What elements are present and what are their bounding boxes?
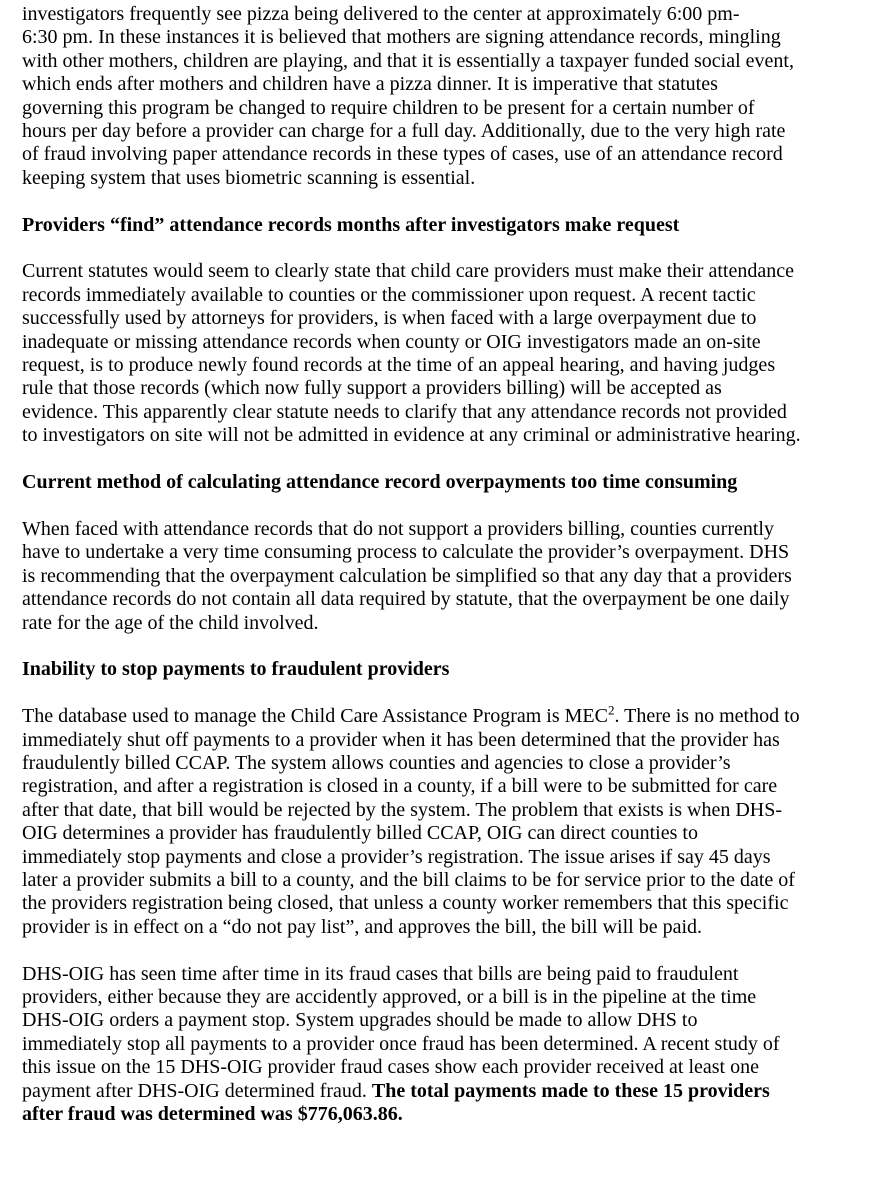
text-line: investigators frequently see pizza being delivered to the center at approximately 6:00 pm- <box>22 3 740 25</box>
text-line: request, is to produce newly found records at the time of an appeal hearing, and having judges <box>22 354 776 377</box>
section-heading <box>22 471 872 494</box>
text-line: after that date, that bill would be rejected by the system. The problem that exists is when DHS- <box>22 798 782 821</box>
text-line: successfully used by attorneys for providers, is when faced with a large overpayment due to <box>22 307 757 330</box>
text-segment: . There is no method to <box>614 705 800 728</box>
text-line: to investigators on site will not be admitted in evidence at any criminal or administrative hearing. <box>22 424 801 447</box>
section-heading <box>22 658 872 681</box>
text-line: provider is in effect on a “do not pay list”, and approves the bill, the bill will be paid. <box>22 915 703 938</box>
text-line: rate for the age of the child involved. <box>22 611 319 634</box>
text-line: Current method of calculating attendance record overpayments too time consuming <box>22 471 738 494</box>
text-line: have to undertake a very time consuming process to calculate the provider’s overpayment. DHS <box>22 541 790 564</box>
paragraph <box>22 3 872 190</box>
text-line <box>22 702 872 728</box>
text-line: with other mothers, children are playing, and that it is essentially a taxpayer funded social event, <box>22 49 794 72</box>
text-line: inadequate or missing attendance records when county or OIG investigators made an on-site <box>22 330 761 353</box>
section-heading <box>22 214 872 237</box>
text-line: Current statutes would seem to clearly state that child care providers must make their attendance <box>22 260 794 283</box>
text-line: attendance records do not contain all data required by statute, that the overpayment be one daily <box>22 588 790 611</box>
text-line: When faced with attendance records that do not support a providers billing, counties currently <box>22 517 774 540</box>
document-page <box>22 3 872 1150</box>
text-line: providers, either because they are accidently approved, or a bill is in the pipeline at the time <box>22 985 757 1008</box>
text-line: which ends after mothers and children have a pizza dinner. It is imperative that statutes <box>22 73 718 96</box>
text-line: hours per day before a provider can charge for a full day. Additionally, due to the very high rate <box>22 120 786 143</box>
text-line: rule that those records (which now fully support a providers billing) will be accepted as <box>22 377 722 400</box>
text-line: DHS-OIG has seen time after time in its fraud cases that bills are being paid to fraudulent <box>22 962 739 985</box>
paragraph <box>22 518 872 635</box>
text-line: immediately shut off payments to a provider when it has been determined that the provider has <box>22 728 780 751</box>
bold-text: The total payments made to these 15 providers <box>371 1079 770 1102</box>
text-line <box>22 1103 872 1126</box>
superscript: 2 <box>607 702 615 718</box>
text-line: is recommending that the overpayment calculation be simplified so that any day that a providers <box>22 564 792 587</box>
text-line: immediately stop payments and close a provider’s registration. The issue arises if say 45 days <box>22 845 771 868</box>
text-line: Providers “find” attendance records months after investigators make request <box>22 213 680 236</box>
text-line: 6:30 pm. In these instances it is believed that mothers are signing attendance records, mingling <box>22 26 781 49</box>
text-line: later a provider submits a bill to a county, and the bill claims to be for service prior to the date of <box>22 868 795 891</box>
text-segment: The database used to manage the Child Care Assistance Program is MEC <box>22 705 608 728</box>
text-line: of fraud involving paper attendance records in these types of cases, use of an attendance record <box>22 143 783 166</box>
text-line: evidence. This apparently clear statute needs to clarify that any attendance records not provided <box>22 400 787 423</box>
text-line: records immediately available to counties or the commissioner upon request. A recent tactic <box>22 283 756 306</box>
text-line: OIG determines a provider has fraudulently billed CCAP, OIG can direct counties to <box>22 822 698 845</box>
text-line: governing this program be changed to require children to be present for a certain number of <box>22 96 755 119</box>
bold-text: after fraud was determined was $776,063.86. <box>22 1102 403 1125</box>
text-line: fraudulently billed CCAP. The system allows counties and agencies to close a provider’s <box>22 751 731 774</box>
paragraph <box>22 963 872 1127</box>
text-line <box>22 1080 872 1103</box>
text-line: immediately stop all payments to a provider once fraud has been determined. A recent study of <box>22 1032 780 1055</box>
text-line: this issue on the 15 DHS-OIG provider fraud cases show each provider received at least one <box>22 1056 759 1079</box>
text-line: registration, and after a registration is closed in a county, if a bill were to be submitted for care <box>22 775 778 798</box>
text-segment: payment after DHS-OIG determined fraud. <box>22 1079 372 1102</box>
text-line: the providers registration being closed, that unless a county worker remembers that this specific <box>22 892 789 915</box>
text-line: Inability to stop payments to fraudulent providers <box>22 658 450 681</box>
text-line: keeping system that uses biometric scanning is essential. <box>22 166 476 189</box>
text-line: DHS-OIG orders a payment stop. System upgrades should be made to allow DHS to <box>22 1009 698 1032</box>
paragraph <box>22 702 872 939</box>
paragraph <box>22 260 872 447</box>
